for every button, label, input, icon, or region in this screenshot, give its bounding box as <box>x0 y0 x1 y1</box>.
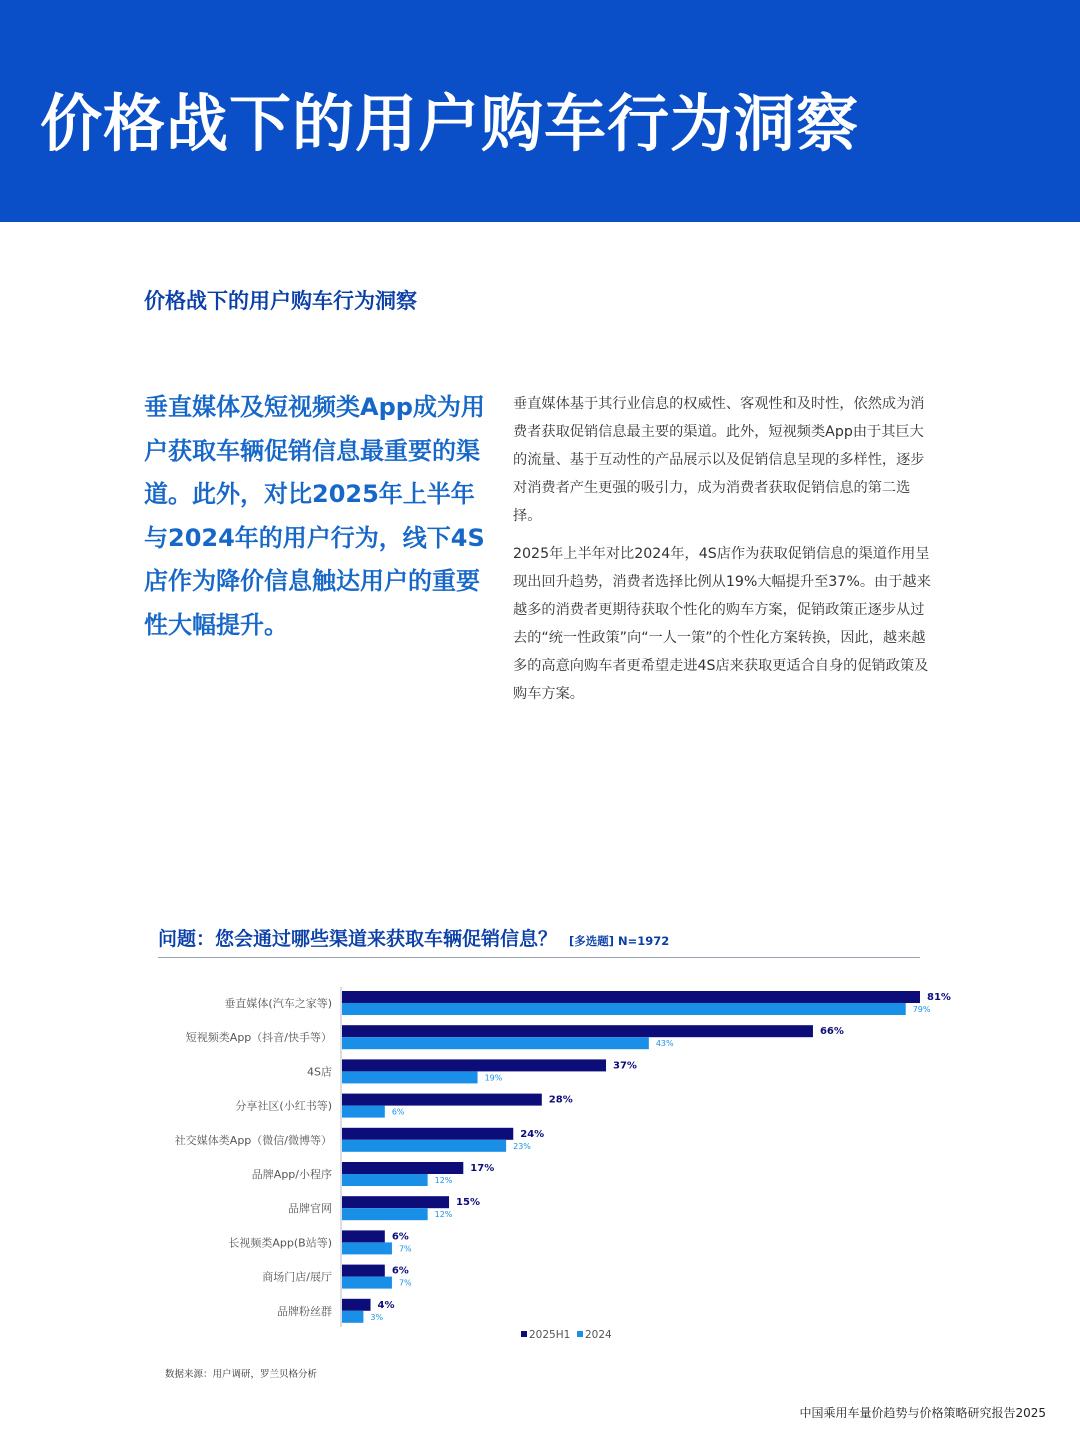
category-label: 品牌官网 <box>288 1202 332 1216</box>
data-label: 4% <box>377 1299 395 1311</box>
body-text-column <box>513 390 933 718</box>
category-label: 商场门店/展厅 <box>262 1270 332 1284</box>
data-label: 28% <box>548 1094 573 1106</box>
data-label: 15% <box>456 1197 480 1209</box>
chart-question-text: 问题：您会通过哪些渠道来获取车辆促销信息？ <box>158 928 558 950</box>
chart-title-divider <box>158 957 920 958</box>
data-label: 12% <box>434 1210 453 1220</box>
bar-2025h1-8 <box>342 1230 385 1242</box>
bar-2025h1-5 <box>342 1128 513 1140</box>
bar-2024-2 <box>342 1037 649 1049</box>
bar-2024-9 <box>342 1277 392 1289</box>
bar-2025h1-3 <box>342 1059 606 1071</box>
category-label: 短视频类App（抖音/快手等） <box>185 1031 332 1045</box>
bar-2024-7 <box>342 1208 428 1220</box>
page-title: 价格战下的用户购车行为洞察 <box>40 87 860 160</box>
chart-question-note: [多选题] N=1972 <box>569 934 670 948</box>
lead-statement: 垂直媒体及短视频类App成为用户获取车辆促销信息最重要的渠道。此外，对比2025年上半年与2024年的用户行为，线下4S店作为降价信息触达用户的重要性大幅提升。 <box>144 393 485 639</box>
category-label: 品牌粉丝群 <box>277 1304 332 1318</box>
category-label: 分享社区(小红书等) <box>235 1099 332 1113</box>
bar-2024-1 <box>342 1003 906 1015</box>
bar-2024-8 <box>342 1242 392 1254</box>
data-label: 7% <box>398 1244 412 1254</box>
bar-2025h1-9 <box>342 1265 385 1277</box>
legend-label: 2024 <box>585 1329 612 1341</box>
legend-swatch <box>577 1331 583 1337</box>
bar-2024-4 <box>342 1106 385 1118</box>
data-label: 66% <box>819 1026 844 1038</box>
data-label: 17% <box>470 1163 495 1174</box>
category-label: 垂直媒体(汽车之家等) <box>224 997 332 1010</box>
body-paragraph-2: 2025年上半年对比2024年，4S店作为获取促销信息的渠道作用呈现出回升趋势，消费者选择比例从19%大幅提升至37%。由于越来越多的消费者更期待获取个性化的购车方案，促销政策正逐步从过去的“统一性政策”向“一人一策”的个性化方案转换，因此，越来越多的高意向购车者更希望走进4S店来获取更适合自身的促销政策及购车方案。 <box>513 546 931 702</box>
report-footer: 中国乘用车量价趋势与价格策略研究报告2025 <box>799 1406 1046 1420</box>
legend-label: 2025H1 <box>529 1329 571 1341</box>
data-label: 37% <box>613 1060 637 1072</box>
data-source: 数据来源：用户调研，罗兰贝格分析 <box>165 1369 318 1380</box>
bar-2025h1-1 <box>342 991 920 1003</box>
chart-question <box>158 924 669 956</box>
bar-2025h1-4 <box>342 1094 542 1106</box>
category-label: 4S店 <box>307 1065 332 1079</box>
header-banner <box>0 0 1080 222</box>
data-label: 3% <box>370 1312 384 1322</box>
data-label: 6% <box>391 1265 409 1277</box>
data-label: 7% <box>398 1278 412 1288</box>
bar-2025h1-2 <box>342 1025 813 1037</box>
data-label: 79% <box>912 1005 931 1014</box>
data-label: 6% <box>391 1107 405 1117</box>
body-paragraph-1: 垂直媒体基于其行业信息的权威性、客观性和及时性，依然成为消费者获取促销信息最主要的渠道。此外，短视频类App由于其巨大的流量、基于互动性的产品展示以及促销信息呈现的多样性，逐步对消费者产生更强的吸引力，成为消费者获取促销信息的第二选择。 <box>513 396 925 524</box>
data-label: 81% <box>927 992 951 1003</box>
bar-2025h1-10 <box>342 1299 371 1311</box>
bar-2025h1-6 <box>342 1162 463 1174</box>
bar-2024-6 <box>342 1174 428 1186</box>
bar-2025h1-7 <box>342 1196 449 1208</box>
legend-swatch <box>521 1331 527 1337</box>
category-label: 品牌App/小程序 <box>251 1168 332 1181</box>
bar-2024-5 <box>342 1140 506 1152</box>
data-label: 24% <box>520 1128 545 1140</box>
category-label: 长视频类App(B站等) <box>228 1236 332 1250</box>
data-label: 12% <box>434 1176 453 1185</box>
bar-chart <box>0 975 1080 1350</box>
data-label: 19% <box>484 1073 503 1083</box>
bar-2024-3 <box>342 1071 478 1083</box>
section-title: 价格战下的用户购车行为洞察 <box>144 289 417 313</box>
data-label: 23% <box>513 1141 531 1151</box>
category-label: 社交媒体类App（微信/微博等） <box>174 1133 332 1147</box>
bar-2024-10 <box>342 1311 363 1323</box>
data-label: 6% <box>391 1231 409 1243</box>
data-label: 43% <box>655 1039 674 1049</box>
